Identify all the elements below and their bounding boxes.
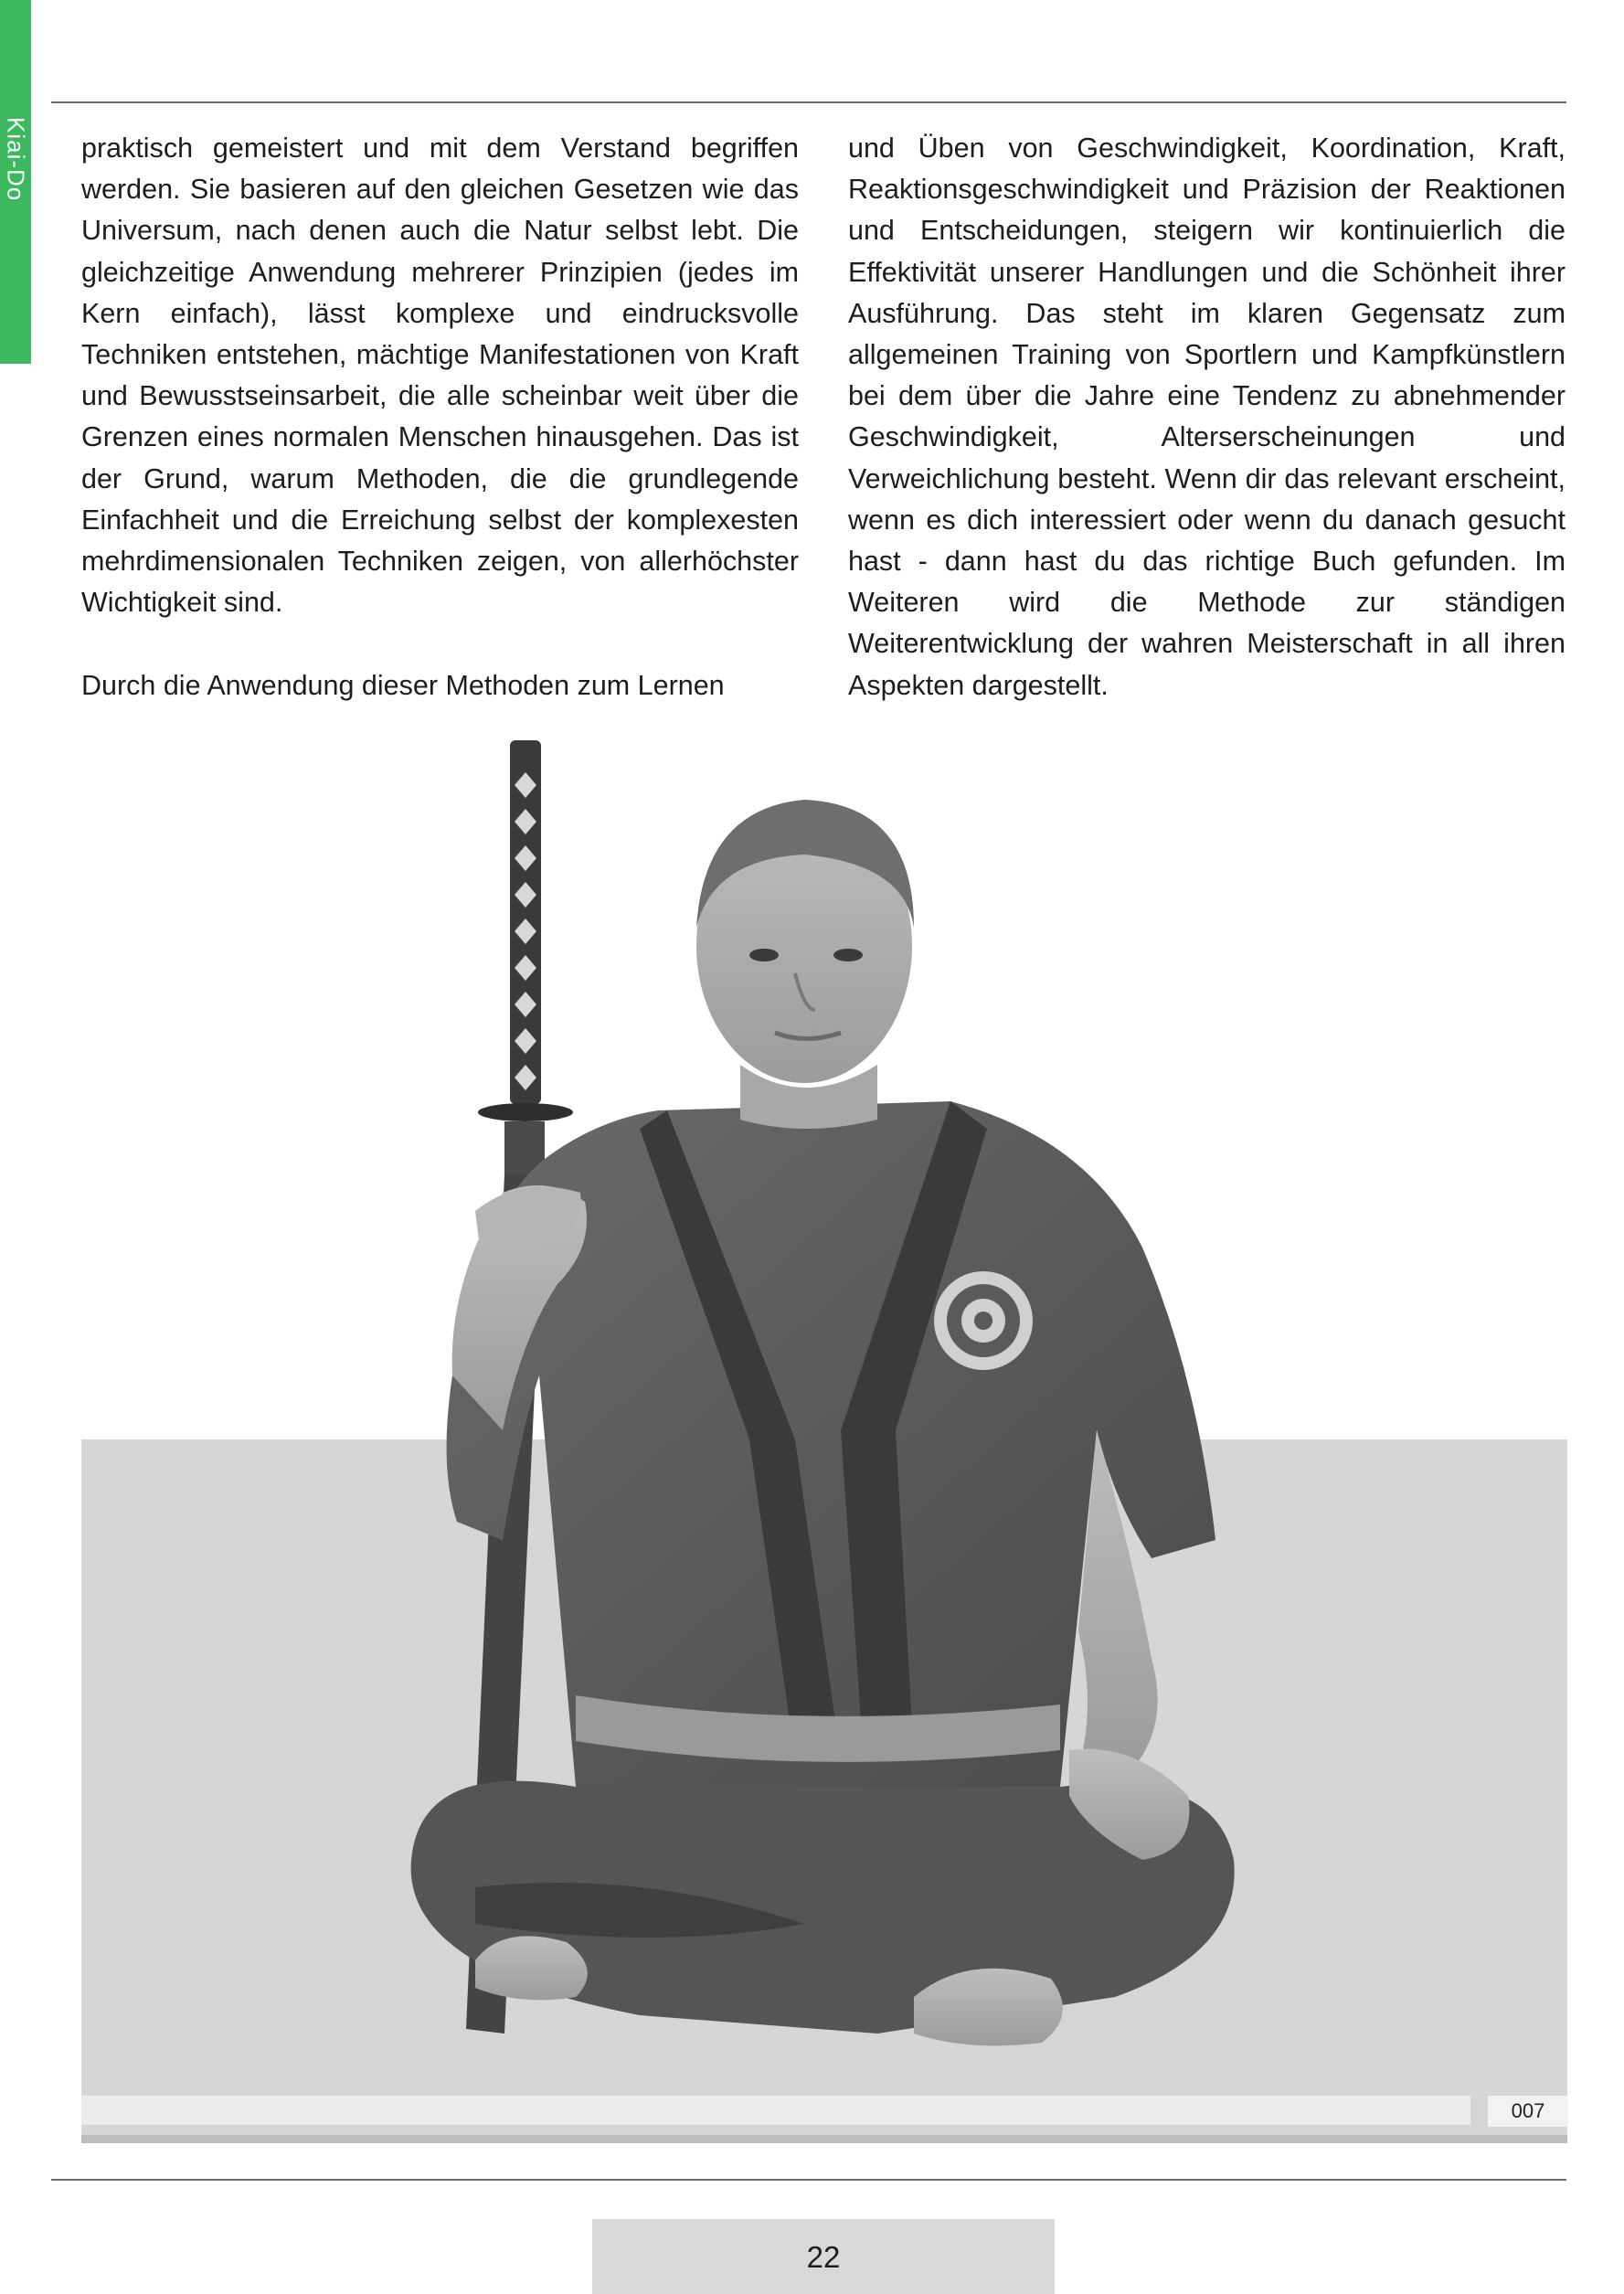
caption-bar-underline: [81, 2135, 1567, 2143]
paragraph: praktisch gemeistert und mit dem Verstand begriffen werden. Sie basieren auf den gleichen Gesetzen wie das Universum, nach denen auch die Natur selbst lebt. Die gleichzeitige Anwendung mehrerer Prinzipien (jedes im Kern einfach), lässt komplexe und eindrucksvolle Techniken entstehen, mächtige Manifestationen von Kraft und Bewusstseinsarbeit, die alle scheinbar weit über die Grenzen eines normalen Menschen hinausgehen. Das ist der Grund, warum Methoden, die die grundlegende Einfachheit und die Erreichung selbst der komplexesten mehrdimensionalen Techniken zeigen, von allerhöchster Wichtigkeit sind.: [81, 133, 799, 619]
footer-rule: [51, 2179, 1566, 2181]
martial-artist-photo: [366, 736, 1334, 2125]
page-number: 22: [806, 2240, 841, 2274]
paragraph: und Üben von Geschwindigkeit, Koordination, Kraft, Reaktionsgeschwindigkeit und Präzision der Reaktionen und Entscheidungen, steigern wir kontinuierlich die Effektivität unserer Handlungen und die Schönheit ihrer Ausführung. Das steht im klaren Gegensatz zum allgemeinen Training von Sportlern und Kampfkünstlern bei dem über die Jahre eine Tendenz zu abnehmender Geschwindigkeit, Alterserscheinungen und Verweichlichung besteht. Wenn dir das relevant erscheint, wenn es dich interessiert oder wenn du danach gesucht hast - dann hast du das richtige Buch gefunden. Im Weiteren wird die Methode zur ständigen Weiterentwicklung der wahren Meisterschaft in all ihren Aspekten dargestellt.: [848, 133, 1566, 701]
header-rule: [51, 101, 1566, 103]
text-column-right: [848, 128, 1566, 706]
image-number: 007: [1488, 2096, 1568, 2127]
text-column-left: [81, 128, 799, 706]
chapter-side-tab-label: Kiai-Do: [2, 117, 30, 202]
person-head: [696, 800, 914, 1129]
chapter-side-tab: [0, 0, 31, 364]
gi-emblem: [934, 1271, 1033, 1370]
paragraph: Durch die Anwendung dieser Methoden zum Lernen: [81, 669, 725, 701]
